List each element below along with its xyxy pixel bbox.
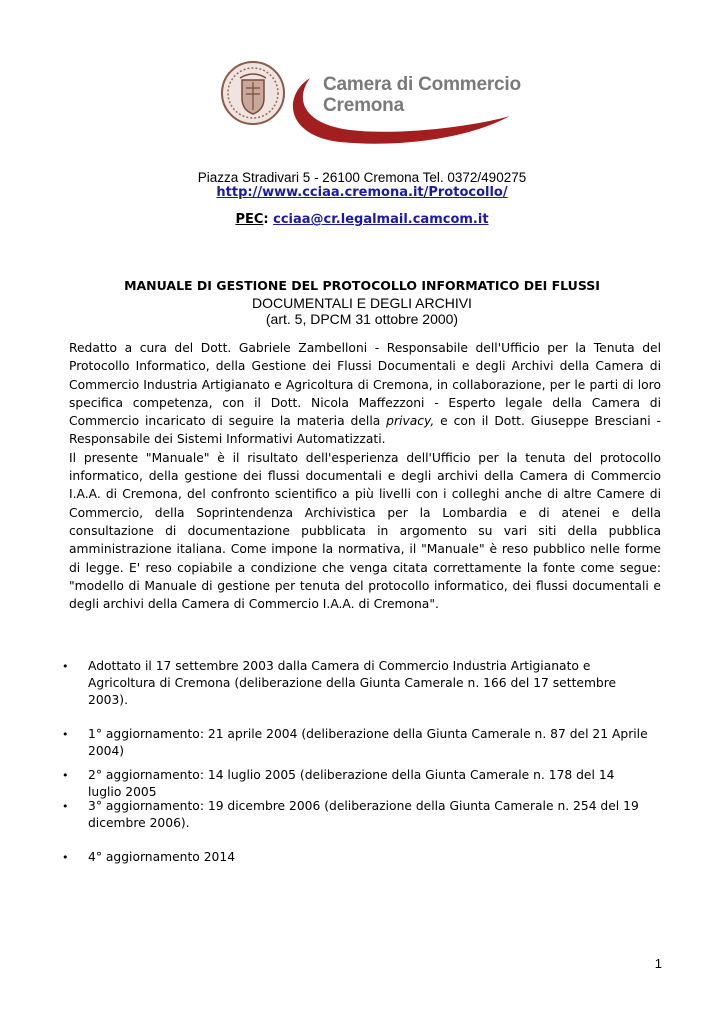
paragraph-authors-part-1: Redatto a cura del Dott. Gabriele Zambelloni - Responsabile dell'Ufficio per la Tenuta del Protocollo Informatico, della Gestione dei Flussi Documentali e degli Archivi della Camera di Commercio Industria Artigianato e Agricoltura di Cremona, in collaborazione, per le parti di loro specifica competenza, con il Dott. Nicola Maffezzoni - Esperto legale della Camera di Commercio incaricato di seguire la materia della bbox=[69, 341, 661, 429]
list-item-text: 3° aggiornamento: 19 dicembre 2006 (deliberazione della Giunta Camerale n. 254 del 19 dicembre 2006). bbox=[88, 799, 639, 830]
bullet-icon: • bbox=[62, 769, 69, 782]
bullet-icon: • bbox=[62, 660, 69, 673]
list-item-text: 1° aggiornamento: 21 aprile 2004 (deliberazione della Giunta Camerale n. 87 del 21 Aprile 2004) bbox=[88, 727, 648, 758]
logo bbox=[220, 56, 521, 152]
protocol-url-link[interactable]: http://www.cciaa.cremona.it/Protocollo/ bbox=[216, 185, 508, 200]
paragraph-manual-description: Il presente "Manuale" è il risultato dell'esperienza dell'Ufficio per la tenuta del protocollo informatico, della gestione dei flussi documentali e degli archivi della Camera di Commercio I.A.A. di Cremona, del confronto scientifico a più livelli con i colleghi anche di altre Camere di Commercio, della Soprintendenza Archivistica per la Lombardia e di atenei e della consultazione di documentazione pubblicata in argomento su vari siti della pubblica amministrazione italiana. Come impone la normativa, il "Manuale" è reso pubblico nelle forme di legge. E' reso copiabile a condizione che venga citata correttamente la fonte come segue: "modello di Manuale di gestione per tenuta del protocollo informatico, dei flussi documentali e degli archivi della Camera di Commercio I.A.A. di Cremona". bbox=[69, 450, 661, 612]
brand-line-1: Camera di Commercio bbox=[323, 74, 521, 95]
pec-line bbox=[0, 212, 724, 227]
coat-of-arms-seal-icon bbox=[220, 60, 286, 126]
bullet-icon: • bbox=[62, 728, 69, 741]
document-title-line-1: MANUALE DI GESTIONE DEL PROTOCOLLO INFORMATICO DEI FLUSSI bbox=[124, 278, 600, 293]
pec-label: PEC bbox=[235, 212, 264, 227]
page-number: 1 bbox=[654, 956, 662, 971]
document-title-line-2: DOCUMENTALI E DEGLI ARCHIVI bbox=[252, 295, 472, 311]
list-item-text: 2° aggiornamento: 14 luglio 2005 (deliberazione della Giunta Camerale n. 178 del 14 luglio 2005 bbox=[88, 768, 615, 799]
paragraph-authors bbox=[69, 339, 661, 449]
body-text bbox=[69, 339, 661, 613]
pec-email-link[interactable]: cciaa@cr.legalmail.camcom.it bbox=[273, 212, 489, 227]
list-item-text: 4° aggiornamento 2014 bbox=[88, 850, 236, 864]
brand-name bbox=[323, 74, 521, 116]
address-line: Piazza Stradivari 5 - 26100 Cremona Tel. 0372/490275 bbox=[197, 170, 527, 185]
document-title-line-3: (art. 5, DPCM 31 ottobre 2000) bbox=[265, 311, 459, 327]
paragraph-authors-part-2: e con il Dott. Giuseppe Bresciani - Responsabile dei Sistemi Informativi Automatizzati. bbox=[69, 414, 661, 447]
list-item-text: Adottato il 17 settembre 2003 dalla Camera di Commercio Industria Artigianato e Agricoltura di Cremona (deliberazione della Giunta Camerale n. 166 del 17 settembre 2003). bbox=[88, 659, 617, 707]
bullet-icon: • bbox=[62, 851, 69, 864]
privacy-italic: privacy, bbox=[386, 414, 435, 429]
pec-separator: : bbox=[263, 212, 269, 227]
bullet-icon: • bbox=[62, 800, 69, 813]
brand-line-2: Cremona bbox=[323, 95, 404, 116]
